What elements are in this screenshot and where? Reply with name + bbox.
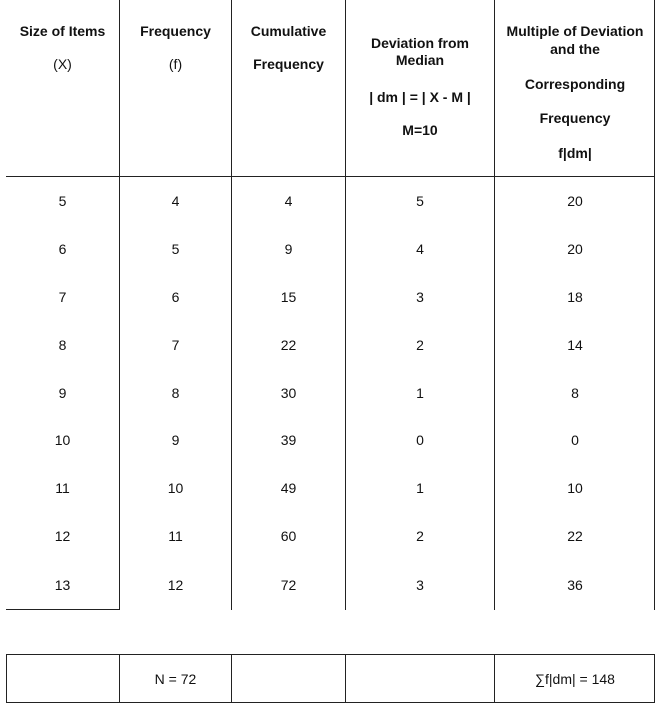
- cell-dm: 3: [416, 289, 424, 305]
- header-size-of-items: [6, 0, 119, 176]
- cell-f: 7: [171, 337, 180, 353]
- cell-fdm: 36: [567, 577, 583, 593]
- cell-dm: 3: [416, 577, 424, 593]
- header-multiple-of-deviation: [495, 0, 655, 176]
- cell-cf: 15: [280, 289, 297, 305]
- cell-cf: 39: [280, 432, 297, 448]
- header-size-line2: (X): [53, 56, 72, 72]
- header-dev-line1: Deviation from: [370, 35, 469, 51]
- cell-f: 9: [171, 432, 180, 448]
- header-cum-line1: Cumulative: [250, 23, 327, 39]
- header-mult-line4: Frequency: [539, 110, 611, 126]
- cell-f: 6: [171, 289, 180, 305]
- header-mult-line2: and the: [550, 41, 600, 57]
- cell-cf: 60: [280, 528, 297, 544]
- header-freq-line2: (f): [168, 56, 183, 72]
- cell-dm: 2: [416, 528, 424, 544]
- header-freq-line1: Frequency: [140, 23, 211, 39]
- totals-bottom-rule: [6, 702, 655, 703]
- header-deviation-from-median: [346, 0, 494, 176]
- header-dev-line4: M=10: [402, 122, 438, 138]
- cell-cf: 4: [284, 193, 293, 209]
- cell-f: 12: [167, 577, 184, 593]
- cell-dm: 5: [416, 193, 424, 209]
- cell-dm: 1: [416, 480, 424, 496]
- cell-f: 10: [167, 480, 184, 496]
- header-frequency: [120, 0, 231, 176]
- cell-f: 8: [171, 385, 180, 401]
- first-column-bottom-rule: [6, 609, 120, 610]
- cell-fdm: 8: [571, 385, 579, 401]
- cell-x: 11: [55, 480, 70, 496]
- cell-x: 9: [58, 385, 67, 401]
- cell-cf: 49: [280, 480, 297, 496]
- cell-fdm: 10: [567, 480, 583, 496]
- cell-fdm: 18: [567, 289, 583, 305]
- cell-cf: 30: [280, 385, 297, 401]
- cell-dm: 4: [416, 241, 424, 257]
- header-cumulative-frequency: [232, 0, 345, 176]
- cell-f: 5: [171, 241, 180, 257]
- cell-fdm: 20: [567, 193, 583, 209]
- cell-x: 10: [54, 432, 71, 448]
- cell-x: 5: [58, 193, 67, 209]
- header-cum-line2: Frequency: [253, 56, 324, 72]
- totals-divider: [6, 654, 7, 703]
- cell-cf: 22: [280, 337, 297, 353]
- header-dev-line2: Median: [395, 52, 445, 68]
- header-dev-line3: | dm | = | X - M |: [369, 89, 471, 105]
- cell-cf: 72: [280, 577, 297, 593]
- header-mult-line3: Corresponding: [524, 76, 626, 92]
- totals-divider: [345, 654, 346, 703]
- cell-x: 13: [54, 577, 71, 593]
- total-n: N = 72: [154, 671, 197, 687]
- header-rule: [6, 176, 655, 177]
- cell-x: 7: [58, 289, 67, 305]
- totals-top-rule: [6, 654, 655, 655]
- cell-dm: 2: [416, 337, 424, 353]
- cell-x: 12: [54, 528, 71, 544]
- totals-divider: [231, 654, 232, 703]
- cell-f: 11: [168, 528, 183, 544]
- cell-dm: 1: [416, 385, 424, 401]
- total-sum-fdm: ∑f|dm| = 148: [535, 671, 615, 687]
- header-mult-line1: Multiple of Deviation: [506, 23, 644, 39]
- cell-f: 4: [171, 193, 180, 209]
- header-size-line1: Size of Items: [19, 23, 106, 39]
- cell-x: 6: [58, 241, 67, 257]
- cell-fdm: 0: [571, 432, 579, 448]
- cell-fdm: 22: [567, 528, 583, 544]
- cell-fdm: 14: [567, 337, 583, 353]
- header-mult-line5: f|dm|: [558, 145, 592, 161]
- cell-cf: 9: [284, 241, 293, 257]
- cell-x: 8: [58, 337, 67, 353]
- cell-fdm: 20: [567, 241, 583, 257]
- cell-dm: 0: [416, 432, 424, 448]
